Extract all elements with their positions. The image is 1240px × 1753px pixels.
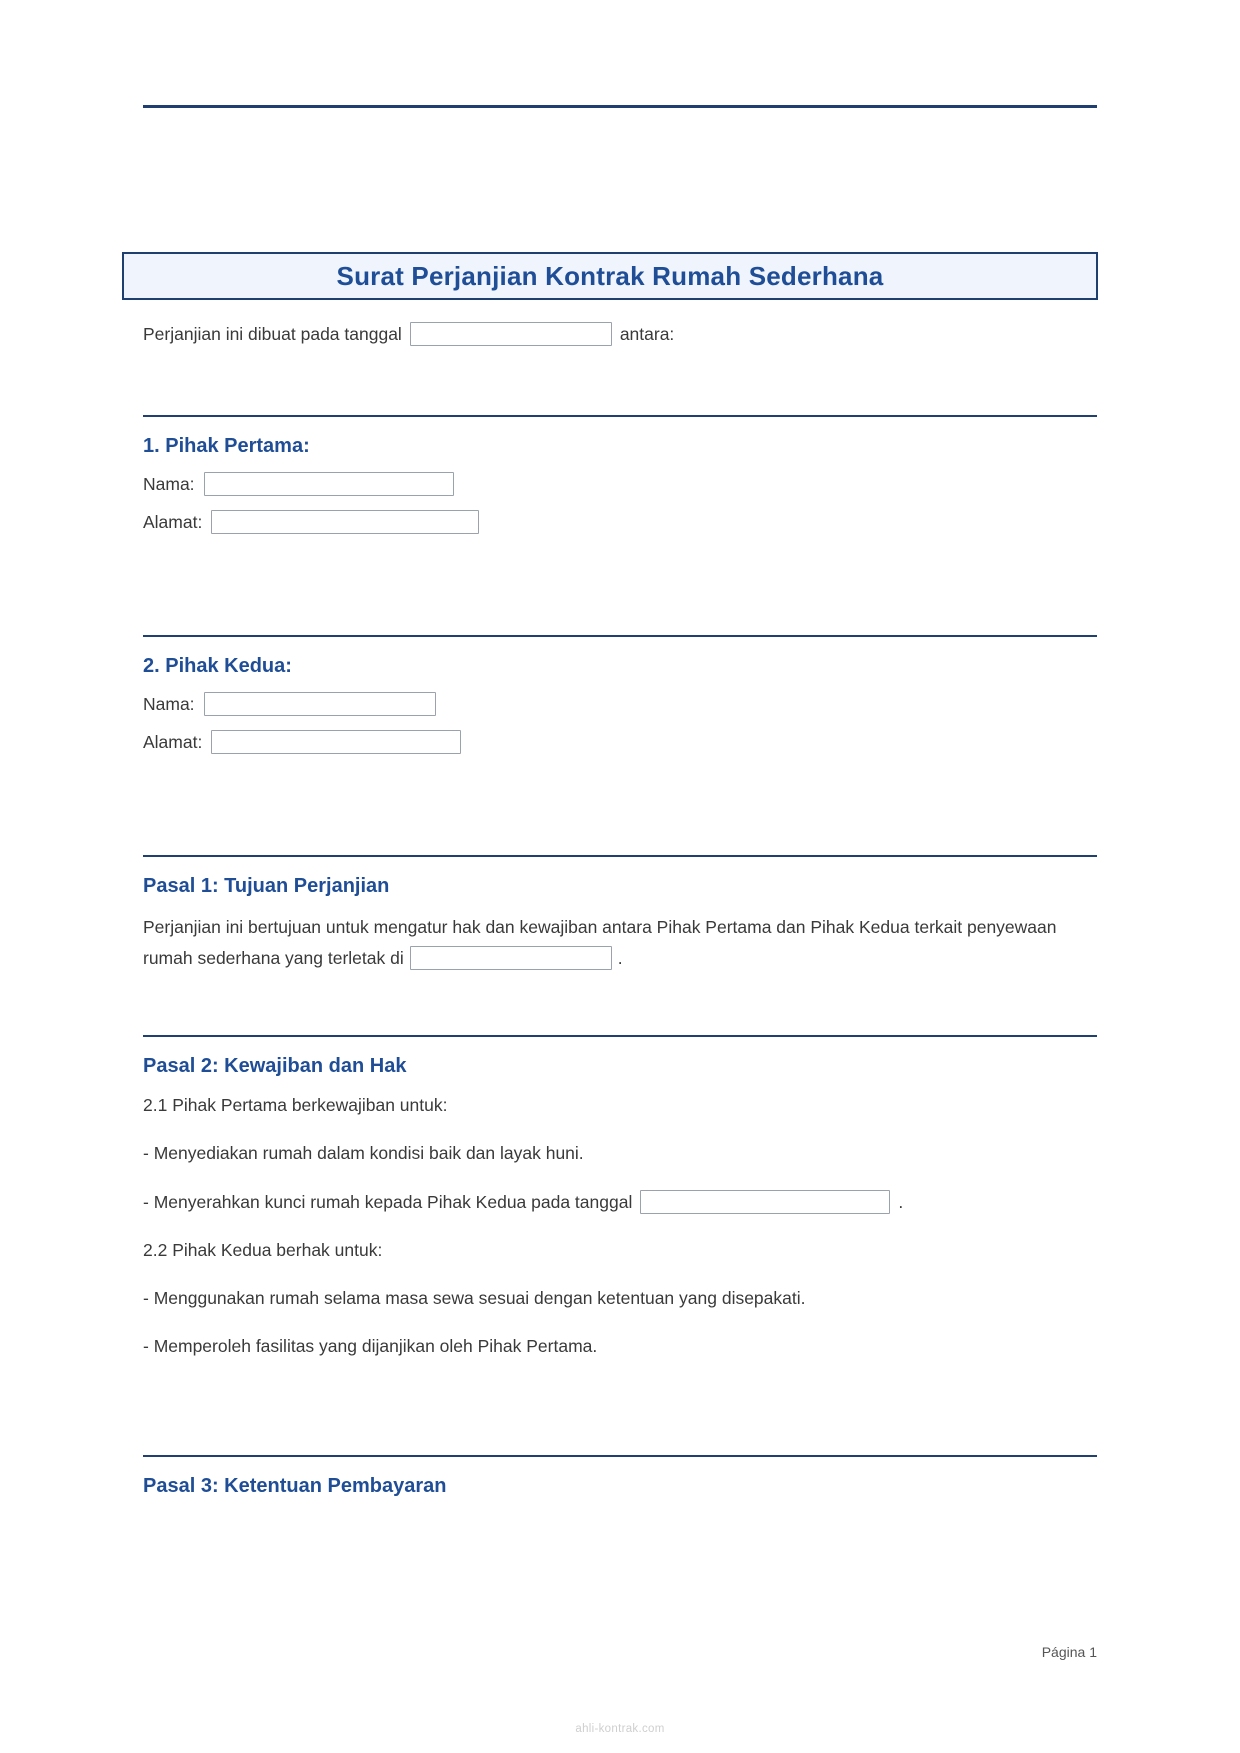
- input-alamat-kedua[interactable]: [211, 730, 461, 754]
- section-pasal-3: [143, 1455, 1097, 1512]
- pasal-2-item-2-1: 2.1 Pihak Pertama berkewajiban untuk:: [143, 1095, 448, 1115]
- section-divider: [143, 1035, 1097, 1037]
- pasal-2-bullet-1: - Menyediakan rumah dalam kondisi baik dan layak huni.: [143, 1143, 584, 1164]
- label-alamat-pertama: Alamat:: [143, 511, 203, 532]
- section-divider: [143, 855, 1097, 857]
- intro-line: [143, 322, 674, 346]
- section-divider: [143, 1455, 1097, 1457]
- intro-text-before: Perjanjian ini dibuat pada tanggal: [143, 323, 402, 344]
- pasal-1-paragraph: [143, 912, 1097, 973]
- section-pasal-2: [143, 1035, 1097, 1382]
- section-heading-pasal-1: Pasal 1: Tujuan Perjanjian: [143, 875, 390, 897]
- pasal-2-bullet-4: - Memperoleh fasilitas yang dijanjikan oleh Pihak Pertama.: [143, 1336, 598, 1357]
- section-divider: [143, 635, 1097, 637]
- section-heading-pasal-3: Pasal 3: Ketentuan Pembayaran: [143, 1475, 447, 1497]
- section-heading-pasal-2: Pasal 2: Kewajiban dan Hak: [143, 1055, 407, 1077]
- input-alamat-pertama[interactable]: [211, 510, 479, 534]
- section-pasal-1: [143, 855, 1097, 983]
- pasal-2-bullet-2-text-before: - Menyerahkan kunci rumah kepada Pihak Kedua pada tanggal: [143, 1191, 633, 1212]
- label-nama-kedua: Nama:: [143, 693, 195, 714]
- section-pihak-pertama: [143, 415, 1097, 548]
- pasal-1-text-after: .: [617, 947, 623, 968]
- input-lokasi-rumah[interactable]: [410, 946, 612, 970]
- section-pihak-kedua: [143, 635, 1097, 768]
- label-alamat-kedua: Alamat:: [143, 731, 203, 752]
- pasal-2-bullet-2: [143, 1189, 1097, 1215]
- field-row-alamat-pertama: [143, 510, 1097, 534]
- agreement-date-field[interactable]: [410, 322, 612, 346]
- intro-text-after: antara:: [619, 323, 675, 344]
- pasal-2-item-2-2: 2.2 Pihak Kedua berhak untuk:: [143, 1239, 383, 1260]
- pasal-2-bullet-2-text-after: .: [898, 1191, 904, 1212]
- section-heading-pihak-kedua: 2. Pihak Kedua:: [143, 655, 292, 677]
- field-row-nama-kedua: [143, 692, 1097, 716]
- document-title-box: [122, 252, 1098, 300]
- pasal-2-bullet-3: - Menggunakan rumah selama masa sewa sesuai dengan ketentuan yang disepakati.: [143, 1288, 806, 1308]
- field-row-nama-pertama: [143, 472, 1097, 496]
- field-row-alamat-kedua: [143, 730, 1097, 754]
- top-divider: [143, 105, 1097, 108]
- input-nama-kedua[interactable]: [204, 692, 436, 716]
- input-nama-pertama[interactable]: [204, 472, 454, 496]
- label-nama-pertama: Nama:: [143, 473, 195, 494]
- page-title: Surat Perjanjian Kontrak Rumah Sederhana: [336, 260, 884, 291]
- input-tanggal-serah-kunci[interactable]: [640, 1190, 890, 1214]
- pasal-1-text-before: Perjanjian ini bertujuan untuk mengatur hak dan kewajiban antara Pihak Pertama dan Pihak Kedua terkait penyewaan rumah sederhana yang terletak di: [143, 917, 1057, 968]
- site-watermark: ahli-kontrak.com: [575, 1723, 665, 1735]
- page-number: Página 1: [1041, 1644, 1097, 1660]
- section-heading-pihak-pertama: 1. Pihak Pertama:: [143, 435, 310, 457]
- section-divider: [143, 415, 1097, 417]
